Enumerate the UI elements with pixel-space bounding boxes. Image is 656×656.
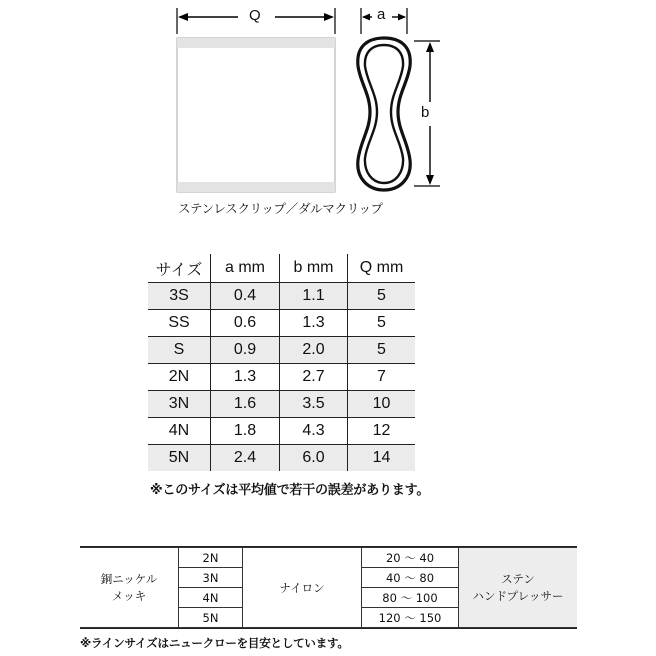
cell-a: 1.8 bbox=[211, 418, 280, 445]
line-range-cell: 20 〜 40 bbox=[362, 548, 459, 568]
size-table-header bbox=[148, 254, 415, 283]
cell-a: 1.3 bbox=[211, 364, 280, 391]
cell-b: 1.1 bbox=[280, 283, 348, 310]
dimension-b-label: b bbox=[421, 104, 430, 121]
cell-a: 1.6 bbox=[211, 391, 280, 418]
cell-size: 3S bbox=[148, 283, 211, 310]
clip-drawing bbox=[0, 0, 656, 230]
cell-b: 2.7 bbox=[280, 364, 348, 391]
table-row bbox=[148, 445, 415, 472]
table-row bbox=[148, 391, 415, 418]
plating-label-line2: メッキ bbox=[111, 588, 147, 603]
cell-b: 4.3 bbox=[280, 418, 348, 445]
cell-size: S bbox=[148, 337, 211, 364]
line-table-note: ※ラインサイズはニュークローを目安としています。 bbox=[80, 636, 349, 650]
cell-a: 0.9 bbox=[211, 337, 280, 364]
line-size-cell: 2N bbox=[179, 548, 243, 568]
line-size-cell: 4N bbox=[179, 588, 243, 608]
cell-b: 3.5 bbox=[280, 391, 348, 418]
tool-line2: ハンドプレッサー bbox=[472, 588, 564, 603]
size-table-container bbox=[148, 254, 415, 471]
plating-label bbox=[80, 548, 179, 628]
cell-size: 5N bbox=[148, 445, 211, 472]
cell-q: 5 bbox=[348, 283, 416, 310]
cell-size: 2N bbox=[148, 364, 211, 391]
cell-size: 3N bbox=[148, 391, 211, 418]
table-row bbox=[148, 418, 415, 445]
cell-q: 5 bbox=[348, 310, 416, 337]
header-a: a mm bbox=[211, 254, 280, 283]
table-row bbox=[148, 364, 415, 391]
cell-b: 6.0 bbox=[280, 445, 348, 472]
cell-q: 7 bbox=[348, 364, 416, 391]
line-size-table bbox=[80, 547, 577, 628]
size-table bbox=[148, 254, 415, 471]
header-q: Q mm bbox=[348, 254, 416, 283]
line-range-cell: 40 〜 80 bbox=[362, 568, 459, 588]
line-table-container bbox=[80, 546, 577, 629]
cell-b: 1.3 bbox=[280, 310, 348, 337]
table-row bbox=[148, 310, 415, 337]
dimension-q-label: Q bbox=[249, 7, 261, 24]
cell-q: 12 bbox=[348, 418, 416, 445]
cell-a: 2.4 bbox=[211, 445, 280, 472]
table-row bbox=[80, 548, 577, 568]
cell-q: 5 bbox=[348, 337, 416, 364]
table-row bbox=[148, 283, 415, 310]
cell-q: 14 bbox=[348, 445, 416, 472]
material-cell: ナイロン bbox=[243, 548, 362, 628]
line-range-cell: 80 〜 100 bbox=[362, 588, 459, 608]
diagram-caption: ステンレスクリップ／ダルマクリップ bbox=[178, 201, 383, 216]
clip-diagram bbox=[0, 0, 656, 230]
size-table-note: ※このサイズは平均値で若干の誤差があります。 bbox=[150, 483, 430, 498]
cell-size: SS bbox=[148, 310, 211, 337]
table-row bbox=[148, 337, 415, 364]
cell-a: 0.4 bbox=[211, 283, 280, 310]
dimension-a-label: a bbox=[377, 6, 386, 23]
cell-q: 10 bbox=[348, 391, 416, 418]
cell-a: 0.6 bbox=[211, 310, 280, 337]
header-size: サイズ bbox=[148, 254, 211, 283]
line-range-cell: 120 〜 150 bbox=[362, 608, 459, 628]
line-size-cell: 3N bbox=[179, 568, 243, 588]
tool-cell bbox=[459, 548, 578, 628]
header-b: b mm bbox=[280, 254, 348, 283]
cell-size: 4N bbox=[148, 418, 211, 445]
plating-label-line1: 銅ニッケル bbox=[100, 571, 158, 586]
line-size-cell: 5N bbox=[179, 608, 243, 628]
cell-b: 2.0 bbox=[280, 337, 348, 364]
tool-line1: ステン bbox=[501, 571, 535, 586]
